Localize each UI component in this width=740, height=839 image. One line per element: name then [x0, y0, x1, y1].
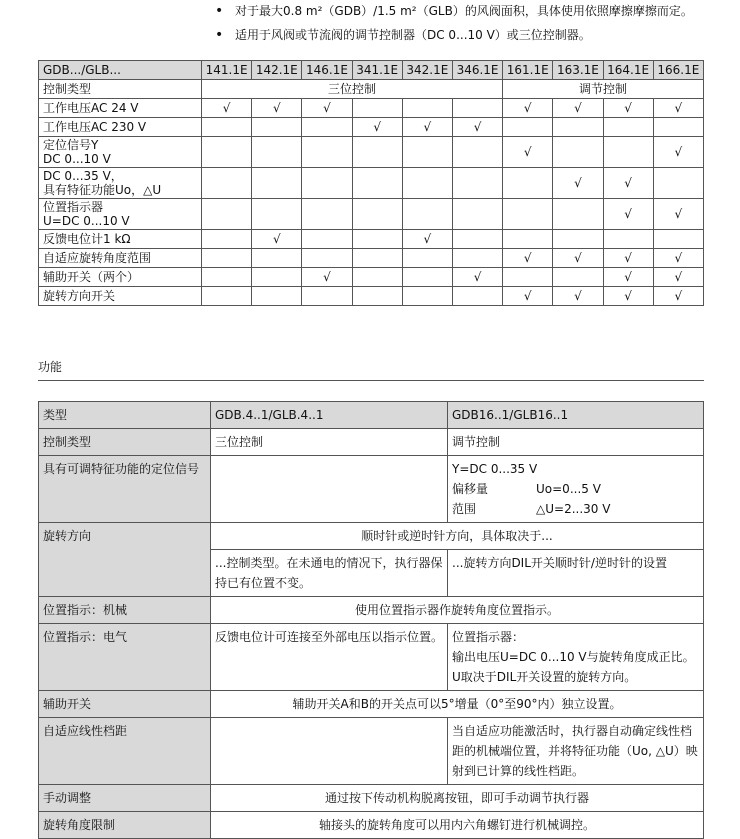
check-mark: √ — [452, 268, 502, 287]
check-mark: √ — [603, 268, 653, 287]
row-label: 工作电压AC 24 V — [39, 99, 202, 118]
section-title: 功能 — [38, 360, 704, 381]
cell-col2: 调节控制 — [448, 429, 704, 456]
cell-col2 — [448, 624, 704, 691]
table-row — [39, 80, 704, 99]
check-mark: √ — [503, 249, 553, 268]
model-166: 166.1E — [653, 61, 703, 80]
model-164: 164.1E — [603, 61, 653, 80]
cell-col2: ...旋转方向DIL开关顺时针/逆时针的设置 — [448, 550, 704, 597]
check-mark: √ — [352, 118, 402, 137]
table-row — [39, 624, 704, 691]
indicator-text: 输出电压U=DC 0...10 V与旋转角度成正比。U取决于DIL开关设置的旋转方向。 — [452, 650, 695, 684]
table-row — [39, 523, 704, 550]
table-row — [39, 249, 704, 268]
model-feature-table — [38, 60, 704, 306]
table-row — [39, 118, 704, 137]
table-row — [39, 456, 704, 523]
cell-col2: 当自适应功能激活时，执行器自动确定线性档距的机械端位置，并将特征功能（Uo, △U）映射到已计算的线性档距。 — [448, 718, 704, 785]
row-label: 控制类型 — [39, 429, 211, 456]
bullet-text: 对于最大0.8 m²（GDB）/1.5 m²（GLB）的风阀面积，具体使用依照摩擦摩擦而定。 — [235, 4, 693, 18]
cell-span: 使用位置指示器作旋转角度位置指示。 — [211, 597, 704, 624]
cell-col1: ...控制类型。在未通电的情况下，执行器保持已有位置不变。 — [211, 550, 448, 597]
indicator-heading: 位置指示器： — [452, 630, 525, 644]
table-header-row — [39, 61, 704, 80]
row-label: 旋转角度限制 — [39, 812, 211, 839]
check-mark: √ — [553, 249, 603, 268]
range-value: △U=2...30 V — [536, 502, 611, 516]
cell-span: 轴接头的旋转角度可以用内六角螺钉进行机械调控。 — [211, 812, 704, 839]
check-mark: √ — [653, 99, 703, 118]
check-mark: √ — [302, 99, 352, 118]
table-row — [39, 718, 704, 785]
range-row — [452, 499, 699, 519]
row-label: 辅助开关 — [39, 691, 211, 718]
check-mark: √ — [653, 199, 703, 230]
table-row — [39, 99, 704, 118]
check-mark: √ — [603, 99, 653, 118]
bullet-list — [215, 0, 735, 48]
bullet-item: • 对于最大0.8 m²（GDB）/1.5 m²（GLB）的风阀面积，具体使用依照摩擦摩擦而定。 — [215, 3, 693, 19]
header-label: GDB.../GLB... — [39, 61, 202, 80]
model-161: 161.1E — [503, 61, 553, 80]
row-label: 工作电压AC 230 V — [39, 118, 202, 137]
cell-span: 顺时针或逆时针方向，具体取决于... — [211, 523, 704, 550]
cell-col1: 三位控制 — [211, 429, 448, 456]
check-mark: √ — [302, 268, 352, 287]
row-label: 具有可调特征功能的定位信号 — [39, 456, 211, 523]
col2-header: GDB16..1/GLB16..1 — [448, 402, 704, 429]
check-mark: √ — [653, 249, 703, 268]
check-mark: √ — [503, 137, 553, 168]
model-346: 346.1E — [452, 61, 502, 80]
row-label: 位置指示：电气 — [39, 624, 211, 691]
cell-col1 — [211, 718, 448, 785]
function-table — [38, 401, 704, 839]
row-label: 定位信号Y DC 0...10 V — [39, 137, 202, 168]
check-mark: √ — [503, 287, 553, 306]
row-label: 旋转方向 — [39, 523, 211, 597]
cell-col2 — [448, 456, 704, 523]
check-mark: √ — [503, 99, 553, 118]
type-label: 类型 — [39, 402, 211, 429]
row-label: 旋转方向开关 — [39, 287, 202, 306]
offset-label: 偏移量 — [452, 482, 489, 496]
table-row — [39, 137, 704, 168]
row-label: 位置指示器 U=DC 0...10 V — [39, 199, 202, 230]
check-mark: √ — [402, 230, 452, 249]
model-142: 142.1E — [252, 61, 302, 80]
table-row — [39, 691, 704, 718]
model-163: 163.1E — [553, 61, 603, 80]
cell-span: 通过按下传动机构脱离按钮，即可手动调节执行器 — [211, 785, 704, 812]
row-label: 反馈电位计1 kΩ — [39, 230, 202, 249]
check-mark: √ — [452, 118, 502, 137]
table-row — [39, 168, 704, 199]
cell-col1 — [211, 456, 448, 523]
col1-header: GDB.4..1/GLB.4..1 — [211, 402, 448, 429]
group-modulating: 调节控制 — [503, 80, 704, 99]
table-row — [39, 287, 704, 306]
range-label: 范围 — [452, 502, 477, 516]
model-141: 141.1E — [202, 61, 252, 80]
check-mark: √ — [603, 199, 653, 230]
cell-col1: 反馈电位计可连接至外部电压以指示位置。 — [211, 624, 448, 691]
offset-row — [452, 479, 699, 499]
signal-range: Y=DC 0...35 V — [452, 462, 538, 476]
check-mark: √ — [402, 118, 452, 137]
group-three-position: 三位控制 — [202, 80, 503, 99]
table-row — [39, 268, 704, 287]
table-row — [39, 597, 704, 624]
model-341: 341.1E — [352, 61, 402, 80]
check-mark: √ — [603, 287, 653, 306]
check-mark: √ — [653, 268, 703, 287]
row-label: 位置指示：机械 — [39, 597, 211, 624]
row-label: DC 0...35 V， 具有特征功能Uo，△U — [39, 168, 202, 199]
table-row — [39, 230, 704, 249]
check-mark: √ — [603, 249, 653, 268]
row-label: 手动调整 — [39, 785, 211, 812]
table-row — [39, 785, 704, 812]
bullet-text: 适用于风阀或节流阀的调节控制器（DC 0...10 V）或三位控制器。 — [235, 28, 591, 42]
table-header-row — [39, 402, 704, 429]
check-mark: √ — [603, 168, 653, 199]
bullet-item: • 适用于风阀或节流阀的调节控制器（DC 0...10 V）或三位控制器。 — [215, 27, 591, 43]
check-mark: √ — [553, 99, 603, 118]
control-type-label: 控制类型 — [39, 80, 202, 99]
check-mark: √ — [252, 230, 302, 249]
table-row — [39, 429, 704, 456]
check-mark: √ — [653, 287, 703, 306]
check-mark: √ — [252, 99, 302, 118]
check-mark: √ — [553, 168, 603, 199]
check-mark: √ — [553, 287, 603, 306]
model-342: 342.1E — [402, 61, 452, 80]
cell-span: 辅助开关A和B的开关点可以5°增量（0°至90°内）独立设置。 — [211, 691, 704, 718]
model-146: 146.1E — [302, 61, 352, 80]
check-mark: √ — [653, 137, 703, 168]
offset-value: Uo=0...5 V — [536, 482, 601, 496]
table-row — [39, 199, 704, 230]
row-label: 自适应线性档距 — [39, 718, 211, 785]
table-row — [39, 812, 704, 839]
row-label: 自适应旋转角度范围 — [39, 249, 202, 268]
check-mark: √ — [202, 99, 252, 118]
row-label: 辅助开关（两个） — [39, 268, 202, 287]
